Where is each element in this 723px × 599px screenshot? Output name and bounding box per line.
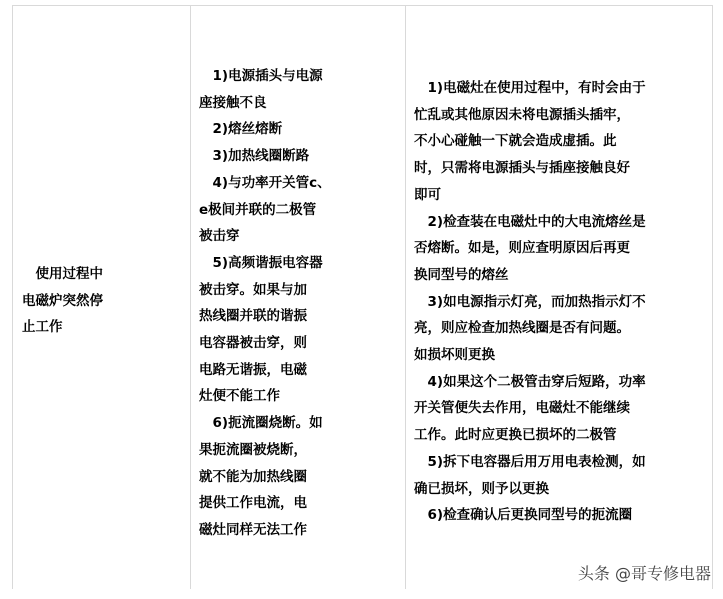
text-line: 5)高频谐振电容器 [199,254,323,271]
text-line: 6)检查确认后更换同型号的扼流圈 [414,507,633,524]
text-line: 电磁炉突然停 [22,292,103,309]
text-line: 电容器被击穿，则 [199,335,307,352]
causes-cell [199,63,404,544]
text-line: 1)电源插头与电源 [199,68,323,84]
text-line: 换同型号的熔丝 [414,266,509,283]
text-line: 亮，则应检查加热线圈是否有问题。 [414,320,630,337]
text-line: 工作。此时应更换已损坏的二极管 [414,427,617,444]
text-line: 即可 [414,186,441,203]
text-line: 就不能为加热线圈 [199,468,307,485]
text-line: 忙乱或其他原因未将电源插头插牢， [414,106,630,123]
text-line: e极间并联的二极管 [199,201,317,218]
text-line: 5)拆下电容器后用万用电表检测，如 [414,453,646,470]
text-line: 如损坏则更换 [414,347,495,364]
text-line: 否熔断。如是，则应查明原因后再更 [414,240,630,257]
text-line: 2)检查装在电磁灶中的大电流熔丝是 [414,213,646,230]
solutions-cell [414,75,709,529]
text-line: 6)扼流圈烧断。如 [199,415,323,432]
text-line: 灶便不能工作 [199,388,280,405]
text-line: 2)熔丝熔断 [199,121,283,138]
text-line: 3)如电源指示灯亮，而加热指示灯不 [414,293,646,310]
text-line: 3)加热线圈断路 [199,148,310,165]
text-line: 果扼流圈被烧断， [199,441,307,458]
symptom-cell [22,261,182,341]
text-line: 开关管便失去作用，电磁灶不能继续 [414,400,630,417]
fault-table [12,5,713,589]
watermark: 头条 @哥专修电器 [577,564,711,583]
text-line: 时，只需将电源插头与插座接触良好 [414,160,630,177]
column-divider-2 [405,6,406,589]
text-line: 座接触不良 [199,94,267,111]
text-line: 电路无谐振，电磁 [199,361,307,378]
text-line: 4)如果这个二极管击穿后短路，功率 [414,373,646,390]
text-line: 被击穿。如果与加 [199,281,307,298]
column-divider-1 [190,6,191,589]
text-line: 4)与功率开关管c、 [199,174,331,191]
text-line: 确已损坏，则予以更换 [414,480,549,497]
text-line: 被击穿 [199,228,240,245]
text-line: 磁灶同样无法工作 [199,521,307,538]
text-line: 不小心碰触一下就会造成虚插。此 [414,133,617,150]
text-line: 止工作 [22,319,63,335]
text-line: 热线圈并联的谐振 [199,308,307,325]
text-line: 使用过程中 [22,266,103,282]
text-line: 提供工作电流，电 [199,495,307,512]
text-line: 1)电磁灶在使用过程中，有时会由于 [414,80,646,96]
